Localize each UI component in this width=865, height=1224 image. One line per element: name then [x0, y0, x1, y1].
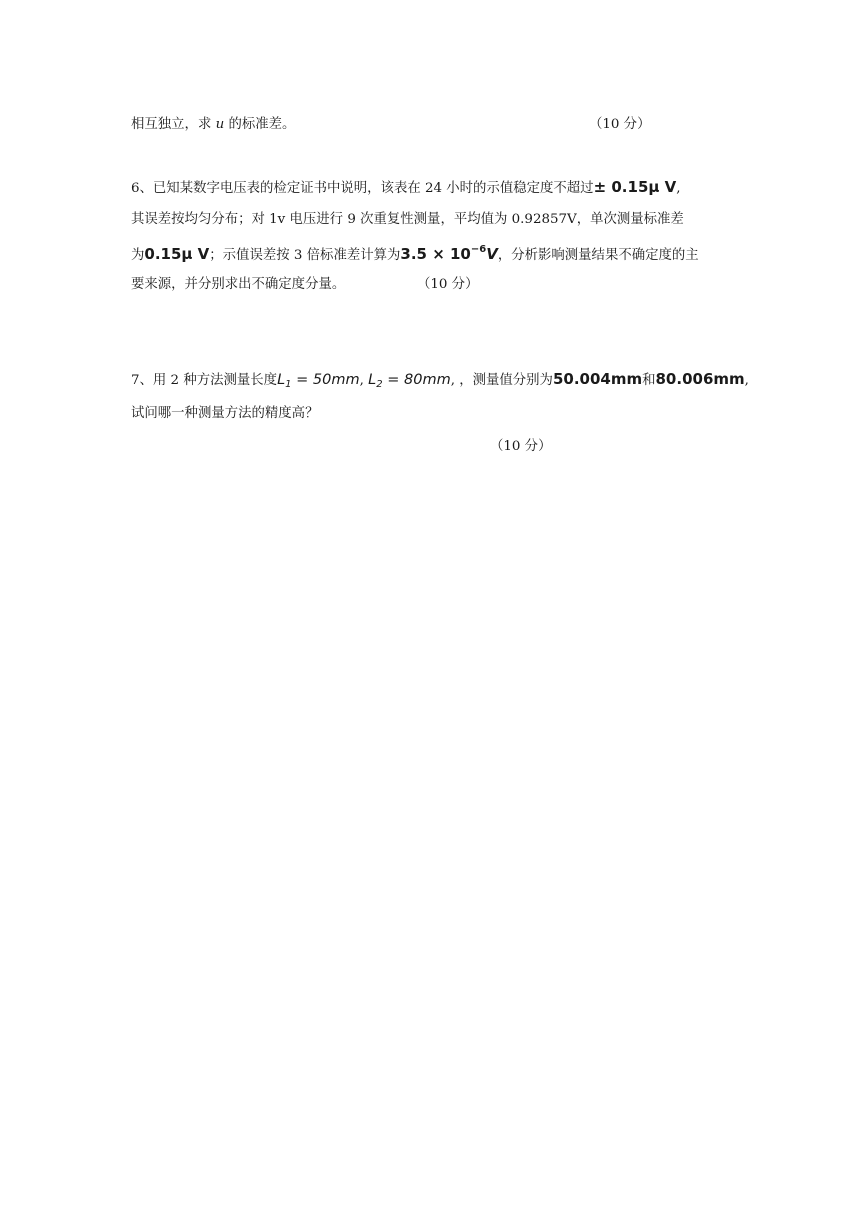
q6-math-error-base: 3.5 × 10: [400, 245, 471, 263]
q7-sep1: ,: [359, 373, 364, 388]
q7-math-v2: 80.006mm: [655, 370, 745, 388]
q6-math-error-exp: −6: [470, 244, 487, 255]
q5-tail-line: [131, 118, 295, 131]
q6-math-error: [400, 245, 497, 263]
q7-math-v1: 50.004mm: [552, 370, 643, 388]
q6-math-std: 0.15μ V: [144, 245, 210, 263]
q7-line2: 试问哪一种测量方法的精度高？: [131, 406, 319, 421]
q7-sep2: , ，测量值分别为: [450, 373, 553, 388]
q6-line1: [131, 180, 681, 195]
q7-L2-sub: 2: [376, 379, 383, 390]
q7-line1: [131, 372, 749, 390]
q7-text-a: 7、用 2 种方法测量长度: [131, 373, 278, 388]
q6-math-error-unit: V: [486, 245, 498, 263]
q7-L1-symbol: L: [277, 372, 286, 388]
q7-score: （10 分）: [490, 439, 552, 454]
q6-line3-b: ；示值误差按 3 倍标准差计算为: [209, 248, 401, 263]
q6-line4: 要来源，并分别求出不确定度分量。: [131, 277, 346, 292]
q7-L1-sub: 1: [285, 379, 292, 390]
q7-math-L2: [368, 372, 451, 388]
q6-line3: [131, 245, 699, 262]
q6-line3-c: ，分析影响测量结果不确定度的主: [497, 248, 699, 263]
q6-line3-a: 为: [131, 248, 145, 263]
q7-L1-value: = 50mm: [291, 372, 360, 388]
q7-end: ,: [744, 373, 749, 388]
q6-line1-end: ,: [676, 181, 681, 196]
q6-line2: 其误差按均匀分布；对 1v 电压进行 9 次重复性测量，平均值为 0.92857V，单次测量标准差: [131, 212, 684, 227]
q7-and: 和: [642, 373, 656, 388]
q5-score: （10 分）: [589, 117, 651, 132]
q7-math-L1: [277, 372, 360, 388]
q6-line1-text: 6、已知某数字电压表的检定证书中说明，该表在 24 小时的示值稳定度不超过: [131, 181, 594, 196]
q6-score: （10 分）: [417, 277, 479, 292]
q5-text-b: 的标准差。: [224, 117, 296, 132]
q7-L2-value: = 80mm: [382, 372, 451, 388]
q6-math-stability: ± 0.15μ V: [593, 178, 677, 196]
q5-variable: u: [215, 117, 225, 132]
q7-L2-symbol: L: [368, 372, 377, 388]
q5-text-a: 相互独立，求: [131, 117, 216, 132]
